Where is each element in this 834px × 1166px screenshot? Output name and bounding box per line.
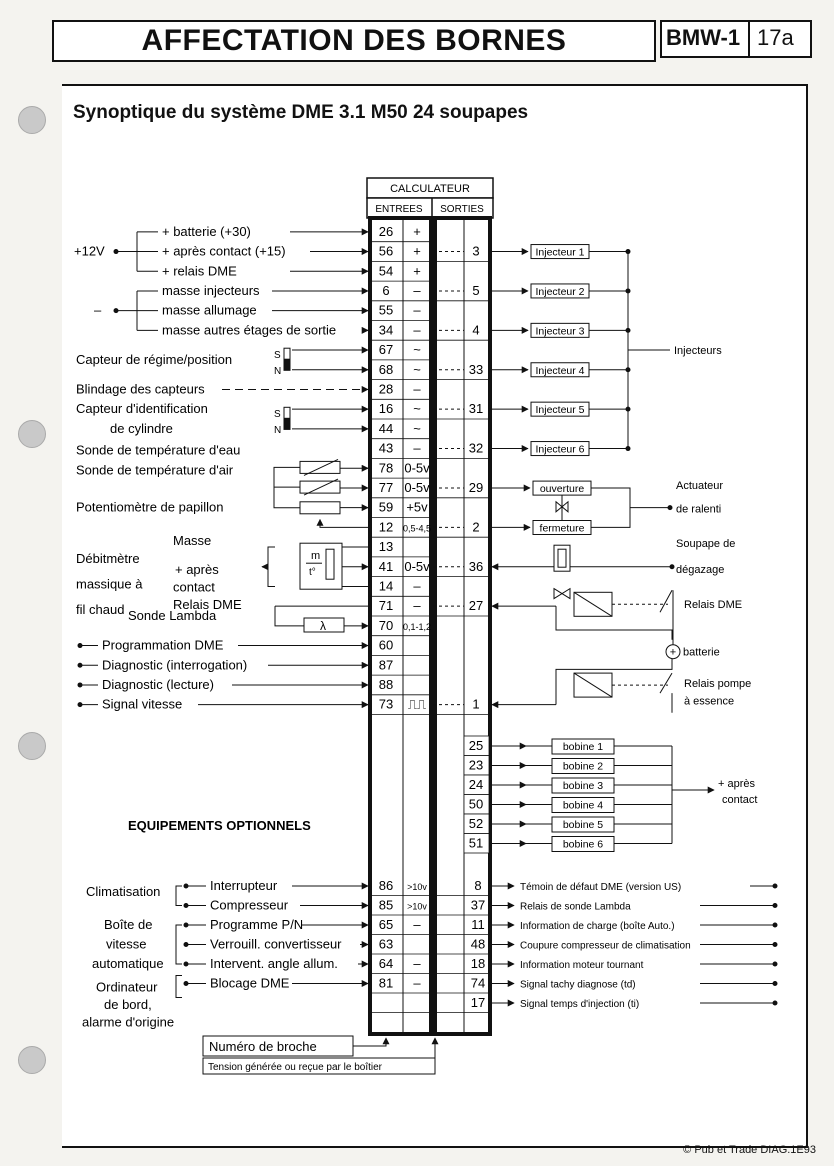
opt-pin-sortie: 17 (470, 995, 486, 1010)
opt-output-label: Signal temps d'injection (ti) (520, 999, 640, 1010)
relais-dme-label: Relais DME (684, 599, 743, 612)
pin-entree: 54 (378, 263, 394, 279)
pin-entree: 88 (378, 676, 394, 692)
pin-tension: 0-5v (404, 558, 430, 574)
opt-pin-entree: 86 (378, 878, 394, 893)
pin-sortie: 31 (468, 401, 484, 417)
pin-tension: + (413, 263, 421, 279)
pin-tension: – (413, 322, 421, 338)
pin-entree: 34 (378, 322, 394, 338)
opt-output-label: Information moteur tournant (520, 960, 644, 971)
opt-output-label: Coupure compresseur de climatisation (520, 940, 691, 952)
pin-sortie: 2 (472, 519, 480, 535)
masse-label: Masse (173, 533, 212, 549)
coil-pin: 24 (468, 777, 484, 792)
opt-pin-entree: 85 (378, 897, 394, 913)
coil-pin: 50 (468, 796, 484, 812)
legend-broche: Numéro de broche (209, 1039, 317, 1054)
power-input-label: + après contact (+15) (162, 243, 286, 259)
opt-input-label: Verrouill. convertisseur (210, 936, 342, 952)
pin-entree: 59 (378, 499, 394, 515)
boite-label: Boîte de (104, 917, 153, 932)
power-input-label: + batterie (+30) (162, 223, 251, 239)
mt-symbol: t° (309, 567, 316, 579)
fermeture-label: fermeture (539, 522, 585, 535)
injector-label: Injecteur 3 (535, 325, 585, 338)
opt-pin-sortie: 18 (470, 956, 486, 971)
diag-input-label: Diagnostic (lecture) (102, 676, 214, 692)
capteur-id-label: Capteur d'identification (76, 401, 208, 417)
opt-input-label: Intervent. angle allum. (210, 956, 338, 971)
power-input-label: + relais DME (162, 263, 237, 279)
opt-pin-tension: – (413, 956, 421, 971)
opt-output-label: Relais de sonde Lambda (520, 901, 631, 913)
opt-pin-sortie: 37 (470, 897, 486, 913)
masse-input-label: masse injecteurs (162, 282, 260, 298)
apres-contact-label: + après (718, 778, 755, 790)
pin-tension: 0,1-1,2 (402, 621, 432, 632)
opt-pin-sortie: 11 (471, 917, 485, 932)
sensor-s: S (274, 350, 281, 362)
injector-label: Injecteur 5 (535, 404, 585, 417)
pin-tension: ~ (413, 401, 421, 417)
pin-entree: 87 (378, 657, 394, 673)
opt-pin-entree: 65 (378, 917, 394, 932)
apres-contact-label: contact (722, 794, 758, 806)
apres-label: + après (175, 561, 219, 577)
ordi-label: Ordinateur (96, 979, 158, 995)
diag-input-label: Programmation DME (102, 637, 224, 653)
pin-tension: ~ (413, 361, 421, 377)
calc-entrees: ENTREES (375, 204, 423, 215)
soupape-label: dégazage (676, 563, 725, 576)
opt-input-label: Compresseur (210, 897, 289, 913)
opt-input-label: Blocage DME (210, 975, 290, 991)
boite-label: automatique (92, 956, 164, 971)
capteur-id-label: de cylindre (110, 420, 173, 436)
pin-entree: 67 (378, 342, 394, 358)
injector-label: Injecteur 4 (535, 364, 585, 377)
pin-tension: 0,5-4,5 (402, 523, 432, 534)
sonde-eau-label: Sonde de température d'eau (76, 442, 241, 458)
minus-label: – (94, 302, 102, 318)
page-number: 17a (757, 25, 794, 50)
batterie-plus: + (669, 646, 677, 659)
pin-entree: 26 (378, 223, 394, 239)
coil-pin: 52 (468, 816, 484, 831)
opt-pin-tension: – (413, 917, 421, 932)
coil-pin: 25 (468, 738, 484, 753)
pin-entree: 13 (378, 539, 394, 555)
batterie-label: batterie (683, 646, 720, 659)
pin-entree: 55 (378, 302, 394, 318)
opt-input-label: Interrupteur (210, 878, 278, 893)
pin-sortie: 32 (468, 440, 484, 456)
page-title: AFFECTATION DES BORNES (141, 24, 567, 57)
opt-pin-entree: 81 (378, 975, 394, 991)
calc-sorties: SORTIES (440, 204, 484, 215)
coil-label: bobine 2 (562, 760, 604, 773)
coil-label: bobine 6 (562, 838, 604, 851)
apres-label: contact (173, 579, 215, 595)
pin-sortie: 27 (468, 598, 484, 614)
pin-tension: +5v (406, 499, 428, 515)
opt-pin-sortie: 74 (470, 975, 486, 991)
actuateur-label: de ralenti (676, 503, 722, 516)
debitmetre-label: fil chaud (76, 602, 125, 618)
sonde-lambda-label: Sonde Lambda (128, 608, 217, 624)
opt-pin-tension: >10v (407, 882, 427, 892)
mt-symbol: m (311, 550, 321, 563)
masse-input-label: masse autres étages de sortie (162, 322, 337, 338)
pin-tension: – (413, 578, 421, 594)
sensor-n: N (274, 424, 282, 436)
lambda-symbol: λ (320, 619, 326, 633)
sonde-air-label: Sonde de température d'air (76, 462, 234, 478)
pin-tension: – (413, 282, 421, 298)
pin-entree: 6 (382, 282, 390, 298)
legend-tension: Tension générée ou reçue par le boîtier (208, 1062, 383, 1073)
opt-pin-tension: >10v (407, 901, 427, 912)
relais-pompe-label: Relais pompe (684, 677, 752, 690)
pin-entree: 43 (378, 440, 394, 456)
debitmetre-label: massique à (76, 576, 143, 592)
pin-entree: 41 (378, 558, 394, 574)
pin-entree: 68 (378, 361, 394, 377)
pin-entree: 71 (378, 598, 394, 614)
opt-pin-entree: 63 (378, 936, 394, 952)
diagram-subtitle: Synoptique du système DME 3.1 M50 24 soupapes (73, 102, 529, 123)
pin-tension: – (413, 302, 421, 318)
pin-tension: – (413, 440, 421, 456)
opt-output-label: Signal tachy diagnose (td) (520, 979, 636, 991)
pin-entree: 44 (378, 420, 394, 436)
pin-tension: 0-5v (404, 460, 430, 476)
pin-entree: 78 (378, 460, 394, 476)
coil-label: bobine 4 (562, 799, 604, 812)
diag-input-label: Diagnostic (interrogation) (102, 657, 248, 673)
opt-output-label: Témoin de défaut DME (version US) (520, 882, 682, 893)
pin-entree: 73 (378, 696, 394, 712)
potentiometre-label: Potentiomètre de papillon (76, 499, 224, 515)
pin-sortie: 1 (472, 696, 480, 712)
soupape-label: Soupape de (676, 538, 736, 551)
ordi-label: de bord, (104, 997, 152, 1012)
boite-label: vitesse (106, 936, 147, 952)
relais-pompe-label: à essence (684, 695, 735, 708)
diag-input-label: Signal vitesse (102, 696, 183, 712)
pin-sortie: 33 (468, 361, 484, 377)
ordi-label: alarme d'origine (82, 1014, 175, 1030)
injector-label: Injecteur 2 (535, 285, 585, 298)
pin-tension: ~ (413, 420, 421, 436)
opt-pin-entree: 64 (378, 956, 394, 971)
pin-sortie: 36 (468, 558, 484, 574)
pin-entree: 56 (378, 243, 394, 259)
pin-entree: 60 (378, 637, 394, 653)
masse-input-label: masse allumage (162, 302, 257, 318)
capteur-regime-label: Capteur de régime/position (76, 352, 233, 368)
pin-entree: 12 (378, 519, 394, 535)
pin-entree: 77 (378, 479, 394, 495)
pin-sortie: 4 (472, 322, 480, 338)
pin-sortie: 29 (468, 479, 484, 495)
injector-label: Injecteur 1 (535, 246, 585, 259)
opt-output-label: Information de charge (boîte Auto.) (520, 921, 675, 932)
coil-pin: 51 (468, 835, 484, 851)
pin-entree: 70 (378, 617, 394, 633)
relais-label: Relais DME (173, 597, 242, 613)
pin-tension: 0-5v (404, 479, 430, 495)
pin-tension: – (413, 598, 421, 614)
opt-pin-sortie: 48 (470, 936, 486, 952)
clim-label: Climatisation (86, 884, 161, 899)
injector-label: Injecteur 6 (535, 443, 585, 456)
pin-sortie: 3 (472, 243, 480, 259)
opt-input-label: Programme P/N (210, 917, 304, 932)
injecteurs-label: Injecteurs (674, 345, 722, 358)
sensor-s: S (274, 409, 281, 421)
opt-pin-sortie: 8 (474, 878, 482, 893)
brand-label: BMW-1 (666, 25, 741, 50)
pin-entree: 28 (378, 381, 394, 397)
debitmetre-label: Débitmètre (76, 550, 140, 566)
pin-tension: ⎍⎍ (407, 696, 427, 712)
sensor-n: N (274, 365, 282, 377)
coil-label: bobine 1 (562, 741, 604, 753)
pin-tension: – (413, 381, 421, 397)
opt-pin-tension: – (413, 975, 421, 991)
pin-sortie: 5 (472, 282, 480, 298)
pin-entree: 16 (378, 401, 394, 417)
pin-entree: 14 (378, 578, 394, 594)
pin-tension: + (413, 243, 421, 259)
plus12-label: +12V (74, 243, 105, 259)
optional-title: EQUIPEMENTS OPTIONNELS (128, 818, 311, 833)
coil-label: bobine 3 (562, 780, 604, 792)
ouverture-label: ouverture (539, 483, 585, 496)
calc-title: CALCULATEUR (390, 183, 470, 195)
coil-pin: 23 (468, 757, 484, 773)
footer-credit: © Pub et Trade DIAG.1E93 (683, 1144, 816, 1156)
pin-tension: ~ (413, 342, 421, 358)
coil-label: bobine 5 (562, 819, 604, 831)
actuateur-label: Actuateur (676, 479, 724, 492)
pin-tension: + (413, 223, 421, 239)
blindage-label: Blindage des capteurs (76, 381, 205, 397)
